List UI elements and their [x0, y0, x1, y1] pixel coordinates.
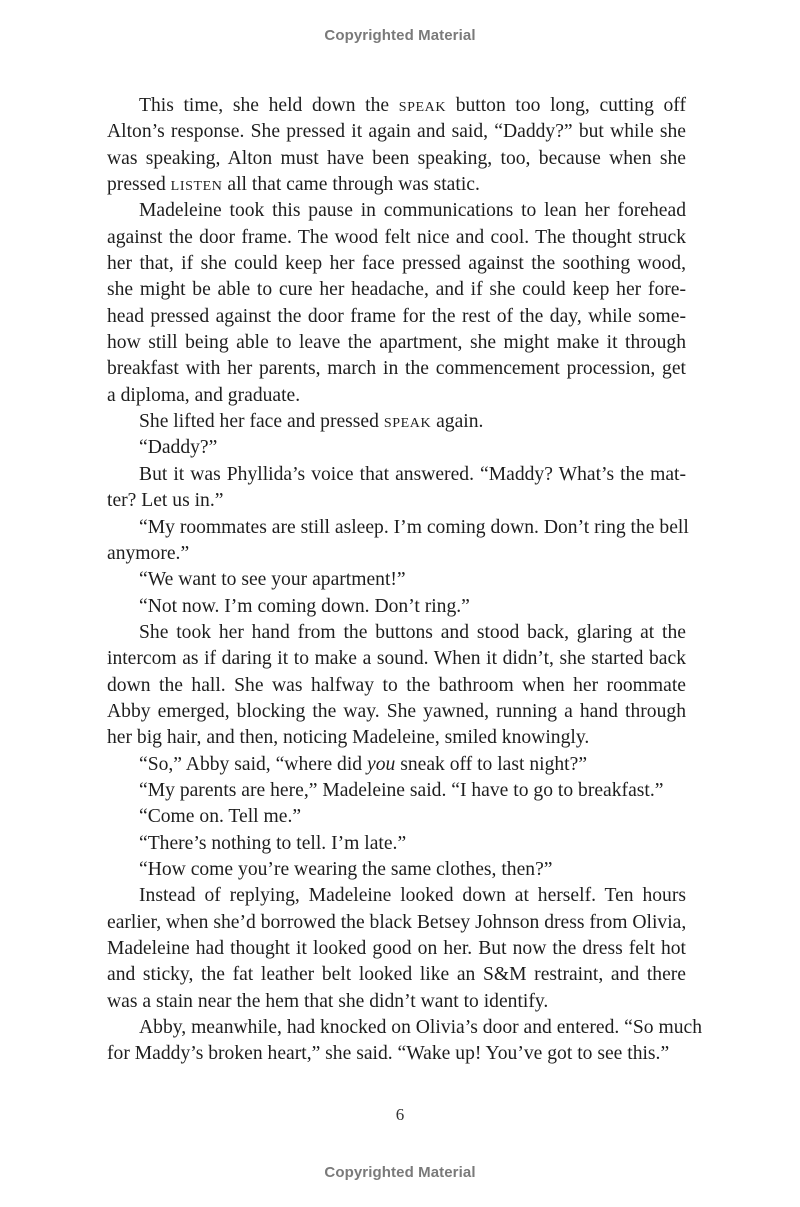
paragraph — [107, 462, 686, 515]
paragraph — [107, 883, 686, 1015]
text-line: “My parents are here,” Madeleine said. “I have to go to breakfast.” — [139, 779, 664, 801]
text-line: “There’s nothing to tell. I’m late.” — [139, 832, 407, 854]
text-line: head pressed against the door frame for the rest of the day, while some- — [107, 305, 686, 327]
paragraph — [107, 93, 686, 198]
paragraph — [107, 515, 689, 568]
text-line: intercom as if daring it to make a sound. When it didn’t, she started back — [107, 648, 686, 670]
text-line: was speaking, Alton must have been speaking, too, because when she — [107, 147, 686, 169]
copyright-watermark-bottom: Copyrighted Material — [324, 1164, 476, 1181]
paragraph — [107, 620, 686, 752]
text-line: “Come on. Tell me.” — [139, 806, 302, 828]
text-line: This time, she held down the speak button too long, cutting off — [139, 95, 686, 116]
paragraph — [107, 1015, 702, 1068]
text-line: she might be able to cure her headache, and if she could keep her fore- — [107, 279, 686, 301]
page-body-text — [107, 93, 702, 1068]
italic-emphasis: you — [367, 753, 396, 775]
page-number: 6 — [395, 1105, 405, 1124]
text-line: Instead of replying, Madeleine looked down at herself. Ten hours — [139, 885, 686, 907]
text-line: pressed listen all that came through was static. — [107, 174, 480, 196]
text-line: Madeleine took this pause in communications to lean her forehead — [139, 200, 686, 222]
text-line: how still being able to leave the apartment, she might make it through — [107, 332, 686, 354]
text-line: her that, if she could keep her face pressed against the soothing wood, — [107, 253, 686, 275]
text-line: “Not now. I’m coming down. Don’t ring.” — [139, 595, 470, 617]
text-line: Madeleine had thought it looked good on her. But now the dress felt hot — [107, 938, 686, 959]
text-line: anymore.” — [107, 542, 190, 564]
text-line: But it was Phyllida’s voice that answered. “Maddy? What’s the mat- — [139, 463, 686, 485]
text-line: “We want to see your apartment!” — [139, 569, 406, 591]
paragraph — [107, 804, 686, 830]
paragraph — [107, 435, 686, 461]
text-line: “My roommates are still asleep. I’m coming down. Don’t ring the bell — [139, 516, 689, 538]
paragraph — [107, 778, 686, 804]
text-line: was a stain near the hem that she didn’t want to identify. — [107, 990, 549, 1012]
small-caps-term: listen — [170, 174, 223, 196]
small-caps-term: speak — [383, 411, 432, 433]
text-line: ter? Let us in.” — [107, 490, 224, 512]
paragraph — [107, 831, 686, 857]
text-line: Abby, meanwhile, had knocked on Olivia’s door and entered. “So much — [139, 1017, 702, 1039]
copyright-watermark-top: Copyrighted Material — [324, 27, 476, 44]
paragraph — [107, 567, 686, 593]
text-line: “Daddy?” — [139, 437, 218, 459]
text-line: Abby emerged, blocking the way. She yawned, running a hand through — [107, 700, 686, 722]
text-line: for Maddy’s broken heart,” she said. “Wake up! You’ve got to see this.” — [107, 1043, 670, 1065]
text-line: “So,” Abby said, “where did you sneak off to last night?” — [139, 753, 588, 775]
text-line: breakfast with her parents, march in the commencement procession, get — [107, 358, 686, 380]
small-caps-term: speak — [398, 95, 447, 116]
paragraph — [107, 198, 686, 409]
paragraph — [107, 409, 686, 435]
text-line: earlier, when she’d borrowed the black Betsey Johnson dress from Olivia, — [107, 911, 687, 933]
text-line: She lifted her face and pressed speak again. — [139, 411, 484, 433]
text-line: against the door frame. The wood felt nice and cool. The thought struck — [107, 226, 686, 248]
text-line: down the hall. She was halfway to the bathroom when her roommate — [107, 674, 686, 696]
text-line: a diploma, and graduate. — [107, 384, 301, 406]
paragraph — [107, 752, 686, 778]
paragraph — [107, 857, 686, 883]
text-line: and sticky, the fat leather belt looked like an S&M restraint, and there — [107, 964, 686, 986]
text-line: She took her hand from the buttons and stood back, glaring at the — [139, 621, 686, 643]
paragraph — [107, 594, 686, 620]
text-line: her big hair, and then, noticing Madeleine, smiled knowingly. — [107, 727, 590, 749]
text-line: “How come you’re wearing the same clothes, then?” — [139, 858, 553, 880]
text-line: Alton’s response. She pressed it again and said, “Daddy?” but while she — [107, 121, 686, 143]
